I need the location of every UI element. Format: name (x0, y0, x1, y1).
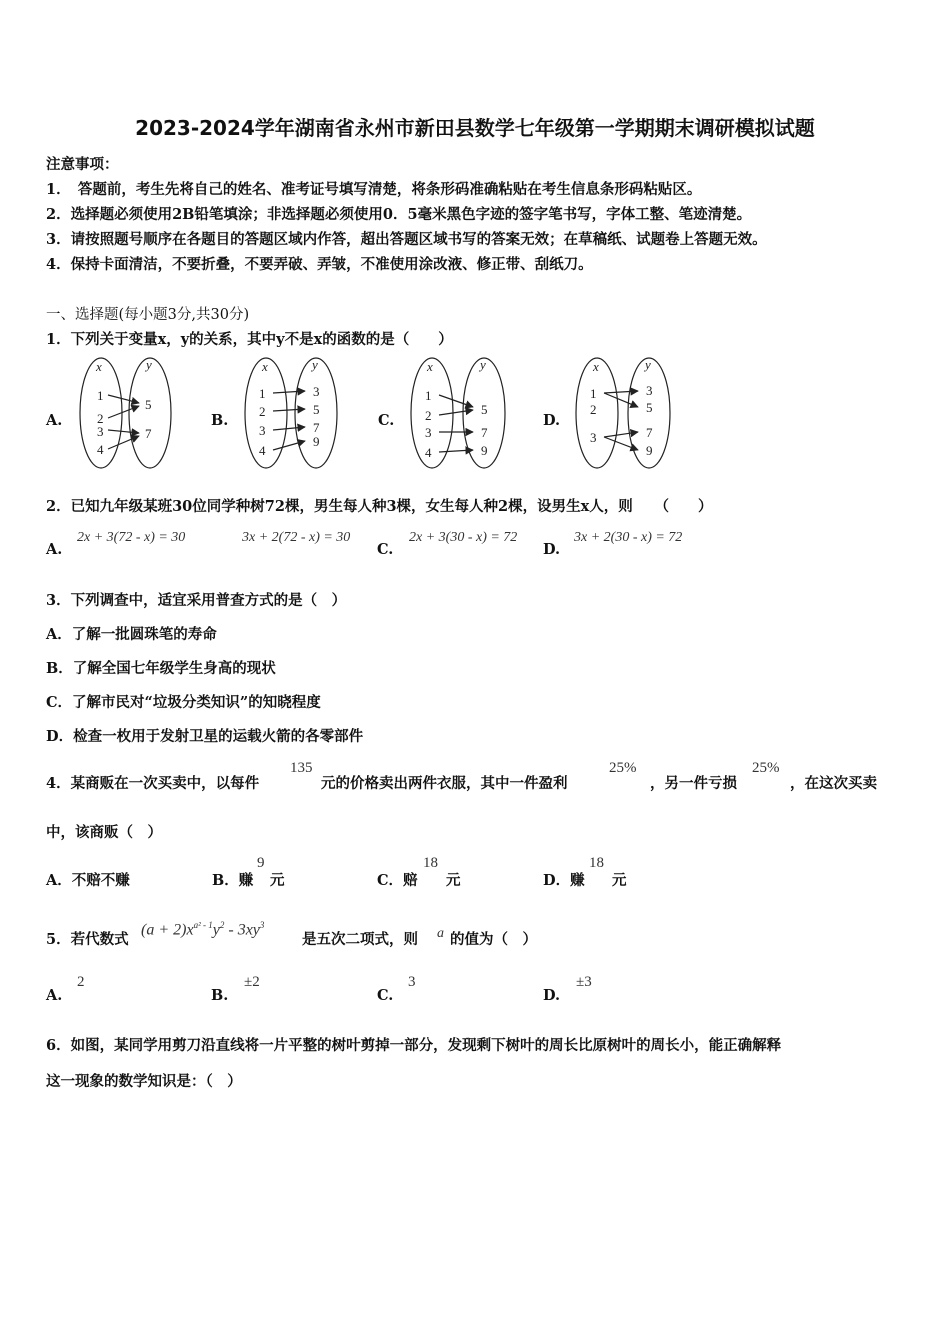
diagram-c-left-value: 2 (425, 408, 432, 423)
diagram-b-right-value: 9 (313, 434, 320, 449)
diagram-b-right-value: 5 (313, 402, 320, 417)
diagram-b-right-value: 7 (313, 420, 320, 435)
diagram-d-left-value: 3 (590, 430, 597, 445)
diagram-b-left-value: 1 (259, 386, 266, 401)
diagram-a-x-label: x (96, 359, 102, 374)
diagram-b-x-label: x (262, 359, 268, 374)
q4-option-d-num: 18 (589, 855, 604, 871)
diagram-b-y-label: y (312, 357, 318, 372)
q5-variable: a (437, 926, 444, 941)
question-6-stem-line2: 这一现象的数学知识是：（ ） (46, 1073, 242, 1090)
question-4-stem: ，另一件亏损 (650, 775, 737, 792)
q5-option-b-value: ±2 (244, 974, 260, 990)
notice-heading: 注意事项： (46, 156, 119, 173)
notice-item: 1． 答题前，考生先将自己的姓名、准考证号填写清楚，将条形码准确粘贴在考生信息条形码粘贴区。 (46, 181, 702, 198)
diagram-c-left-value: 1 (425, 388, 432, 403)
diagram-c-x-label: x (427, 359, 433, 374)
diagram-a-left-value: 2 (97, 411, 104, 426)
diagram-d-x-label: x (593, 359, 599, 374)
q2-option-b-expr: 3x + 2(72 - x) = 30 (242, 530, 351, 545)
question-1-stem: 1．下列关于变量x，y的关系，其中y不是x的函数的是（ ） (46, 331, 453, 348)
notice-item: 4．保持卡面清洁，不要折叠，不要弄破、弄皱，不准使用涂改液、修正带、刮纸刀。 (46, 256, 593, 273)
q4-profit: 25% (609, 760, 637, 776)
diagram-a-right-value: 7 (145, 426, 152, 441)
diagram-d-left-value: 1 (590, 386, 597, 401)
diagram-c-left-value: 3 (425, 425, 432, 440)
notice-item: 2．选择题必须使用2B铅笔填涂；非选择题必须使用0．5毫米黑色字迹的签字笔书写，字体工整、笔迹清楚。 (46, 206, 752, 223)
q5-option-d-value: ±3 (576, 974, 592, 990)
page-title: 2023-2024学年湖南省永州市新田县数学七年级第一学期期末调研模拟试题 (135, 116, 815, 140)
question-5-stem: 5．若代数式 (46, 931, 129, 948)
diagram-c-left-value: 4 (425, 445, 432, 460)
q5-option-a-value: 2 (77, 974, 85, 990)
q5-expression: $(a + 2)x^{a^2 - 1}y^2 - 3xy^3$ (141, 920, 265, 939)
q5-option-c-value: 3 (408, 974, 416, 990)
q3-option-d: D．检查一枚用于发射卫星的运载火箭的各零部件 (46, 728, 364, 745)
q1-option-d-label: D. (543, 412, 561, 429)
q4-option-c: C．赔 (377, 872, 418, 889)
diagram-b-left-value: 3 (259, 423, 266, 438)
diagram-c-right-value: 7 (481, 425, 488, 440)
q4-option-c-unit: 元 (446, 872, 461, 889)
q2-option-a-label: A. (46, 541, 63, 558)
q3-option-a: A．了解一批圆珠笔的寿命 (46, 626, 217, 643)
q1-option-b-label: B. (211, 412, 229, 429)
question-2-stem: 2．已知九年级某班30位同学种树72棵，男生每人种3棵，女生每人种2棵，设男生x人，则 （ ） (46, 498, 713, 515)
q4-option-d-unit: 元 (612, 872, 627, 889)
q3-option-b: B．了解全国七年级学生身高的现状 (46, 660, 276, 677)
diagram-a-left-value: 1 (97, 388, 104, 403)
q2-option-c-label: C. (377, 541, 394, 558)
q2-option-d-expr: 3x + 2(30 - x) = 72 (574, 530, 683, 545)
diagram-d-right-value: 3 (646, 383, 653, 398)
question-4-stem: ，在这次买卖 (790, 775, 877, 792)
notice-item: 3．请按照题号顺序在各题目的答题区域内作答，超出答题区域书写的答案无效；在草稿纸、试题卷上答题无效。 (46, 231, 767, 248)
diagram-c-y-label: y (480, 357, 486, 372)
question-5-stem: 的值为（ ） (450, 931, 537, 948)
q3-option-c: C．了解市民对“垃圾分类知识”的知晓程度 (46, 694, 321, 711)
q4-option-b-num: 9 (257, 855, 265, 871)
q5-option-c-label: C. (377, 987, 394, 1004)
diagram-a (80, 358, 171, 468)
q2-option-d-label: D. (543, 541, 561, 558)
question-4-stem: 元的价格卖出两件衣服，其中一件盈利 (321, 775, 568, 792)
q4-option-a: A．不赔不赚 (46, 872, 130, 889)
diagram-a-left-value: 4 (97, 442, 104, 457)
q4-option-d: D．赚 (543, 872, 585, 889)
q1-option-a-label: A. (46, 412, 63, 429)
diagram-c-right-value: 9 (481, 443, 488, 458)
question-4-stem-line2: 中，该商贩（ ） (46, 824, 162, 841)
diagram-d-right-value: 5 (646, 400, 653, 415)
question-6-stem: 6．如图，某同学用剪刀沿直线将一片平整的树叶剪掉一部分，发现剩下树叶的周长比原树叶的周长小，能正确解释 (46, 1037, 782, 1054)
diagram-d-right-value: 9 (646, 443, 653, 458)
q4-option-b: B．赚 (212, 872, 254, 889)
q2-option-a-expr: 2x + 3(72 - x) = 30 (77, 530, 186, 545)
diagram-a-left-value: 3 (97, 424, 104, 439)
diagram-c-right-value: 5 (481, 402, 488, 417)
q1-option-c-label: C. (378, 412, 395, 429)
q2-option-c-expr: 2x + 3(30 - x) = 72 (409, 530, 518, 545)
q4-option-c-num: 18 (423, 855, 438, 871)
diagram-d-right-value: 7 (646, 425, 653, 440)
q5-option-b-label: B. (211, 987, 229, 1004)
diagram-d-left-value: 2 (590, 402, 597, 417)
q5-option-d-label: D. (543, 987, 561, 1004)
diagram-a-y-label: y (146, 357, 152, 372)
q4-loss: 25% (752, 760, 780, 776)
question-5-stem: 是五次二项式，则 (302, 931, 418, 948)
q4-option-b-unit: 元 (270, 872, 285, 889)
section-heading: 一、选择题(每小题3分,共30分) (46, 307, 250, 323)
q5-option-a-label: A. (46, 987, 63, 1004)
diagram-a-right-value: 5 (145, 397, 152, 412)
question-4-stem: 4．某商贩在一次买卖中，以每件 (46, 775, 260, 792)
question-3-stem: 3．下列调查中，适宜采用普查方式的是（ ） (46, 592, 347, 609)
mapping-diagrams (0, 355, 950, 475)
diagram-b-right-value: 3 (313, 384, 320, 399)
diagram-b-left-value: 4 (259, 443, 266, 458)
q4-price: 135 (290, 760, 313, 776)
diagram-b-left-value: 2 (259, 404, 266, 419)
diagram-d-y-label: y (645, 357, 651, 372)
